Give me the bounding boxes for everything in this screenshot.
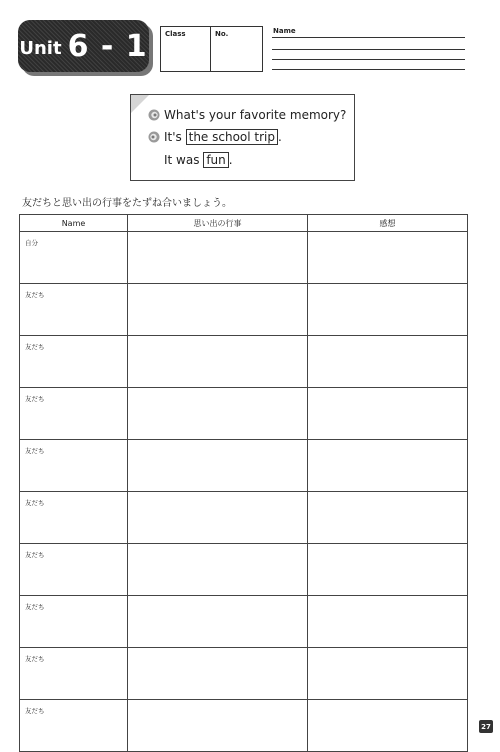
row-impression-cell[interactable] [308, 596, 468, 648]
instruction-text: 友だちと思い出の行事をたずね合いましょう。 [22, 198, 232, 209]
page-fold-corner [131, 95, 149, 113]
row-name-cell[interactable]: 友だち [20, 440, 128, 492]
table-row [20, 544, 468, 596]
row-name-cell[interactable]: 友だち [20, 492, 128, 544]
column-header-event: 思い出の行事 [128, 215, 308, 232]
number-field[interactable] [211, 27, 262, 71]
followup-blank: fun [203, 152, 228, 168]
row-name-cell[interactable]: 自分 [20, 232, 128, 284]
dialog-question: What's your favorite memory? [164, 108, 347, 122]
answer-prefix: It's [164, 130, 182, 144]
table-row [20, 596, 468, 648]
name-field[interactable] [272, 26, 465, 70]
class-label: Class [165, 30, 186, 38]
row-impression-cell[interactable] [308, 700, 468, 752]
row-event-cell[interactable] [128, 492, 308, 544]
no-label: No. [215, 30, 229, 38]
name-label: Name [273, 27, 296, 35]
name-line [272, 69, 465, 70]
row-impression-cell[interactable] [308, 232, 468, 284]
row-event-cell[interactable] [128, 284, 308, 336]
row-event-cell[interactable] [128, 544, 308, 596]
row-name-cell[interactable]: 友だち [20, 700, 128, 752]
row-name-cell[interactable]: 友だち [20, 336, 128, 388]
dialog-answer-row [148, 129, 282, 145]
class-field[interactable] [161, 27, 211, 71]
dialog-followup-row [164, 152, 233, 168]
name-line [272, 49, 465, 50]
dialog-question-row [148, 108, 346, 122]
answer-blank: the school trip [186, 129, 278, 145]
unit-number: 6 - 1 [67, 28, 148, 64]
name-line [272, 59, 465, 60]
memory-table [19, 214, 468, 752]
table-row [20, 440, 468, 492]
table-row [20, 648, 468, 700]
table-row [20, 284, 468, 336]
row-impression-cell[interactable] [308, 388, 468, 440]
row-event-cell[interactable] [128, 700, 308, 752]
row-name-cell[interactable]: 友だち [20, 648, 128, 700]
row-impression-cell[interactable] [308, 440, 468, 492]
speaker-a-icon [148, 109, 160, 121]
row-event-cell[interactable] [128, 648, 308, 700]
table-header-row [20, 215, 468, 232]
row-name-cell[interactable]: 友だち [20, 284, 128, 336]
dialog-box [130, 94, 355, 181]
table-row [20, 336, 468, 388]
row-event-cell[interactable] [128, 336, 308, 388]
page-number: 27 [479, 720, 493, 733]
table-row [20, 232, 468, 284]
class-number-box [160, 26, 263, 72]
row-impression-cell[interactable] [308, 648, 468, 700]
row-event-cell[interactable] [128, 232, 308, 284]
followup-suffix: . [228, 153, 233, 167]
table-row [20, 388, 468, 440]
row-name-cell[interactable]: 友だち [20, 388, 128, 440]
column-header-impression: 感想 [308, 215, 468, 232]
followup-prefix: It was [164, 153, 200, 167]
unit-label: Unit [19, 37, 62, 59]
row-event-cell[interactable] [128, 388, 308, 440]
row-name-cell[interactable]: 友だち [20, 596, 128, 648]
row-impression-cell[interactable] [308, 336, 468, 388]
row-event-cell[interactable] [128, 596, 308, 648]
row-impression-cell[interactable] [308, 492, 468, 544]
unit-badge [18, 20, 149, 72]
answer-suffix: . [278, 130, 282, 144]
column-header-name: Name [20, 215, 128, 232]
row-impression-cell[interactable] [308, 544, 468, 596]
row-event-cell[interactable] [128, 440, 308, 492]
row-impression-cell[interactable] [308, 284, 468, 336]
row-name-cell[interactable]: 友だち [20, 544, 128, 596]
table-row [20, 700, 468, 752]
speaker-b-icon [148, 131, 160, 143]
name-line [272, 37, 465, 38]
table-row [20, 492, 468, 544]
